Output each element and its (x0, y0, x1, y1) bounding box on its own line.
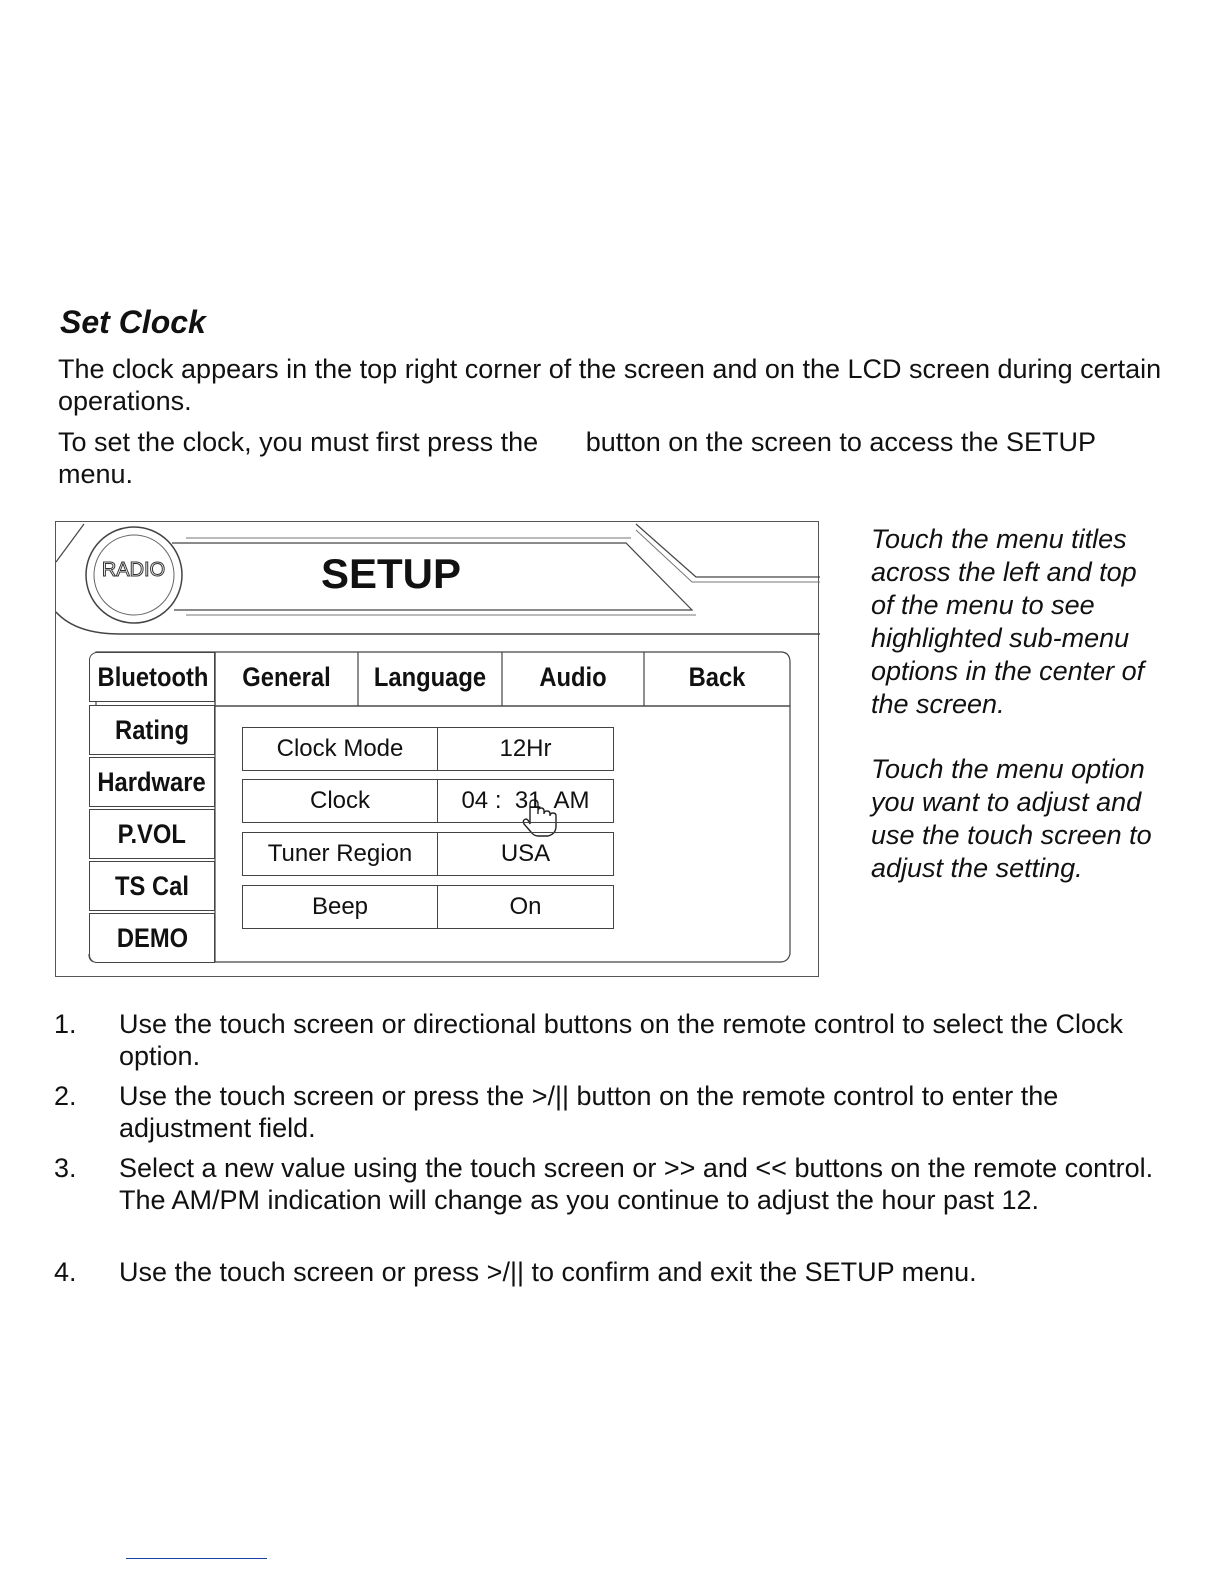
side-item-label: Bluetooth (97, 662, 209, 692)
option-row-clock-mode[interactable] (242, 727, 614, 771)
step-text: Use the touch screen or press the >/|| button on the remote control to enter the adjustment field. (119, 1081, 1059, 1143)
option-row-clock[interactable] (242, 779, 614, 823)
option-row-beep[interactable] (242, 885, 614, 929)
side-item-ts-cal[interactable] (89, 861, 215, 911)
option-label: Beep (243, 886, 438, 928)
tab-back[interactable]: Back (688, 662, 746, 692)
option-value: USA (500, 840, 551, 867)
intro-paragraph: The clock appears in the top right corner of the screen and on the LCD screen during certain operations. (58, 354, 1162, 416)
setup-title: SETUP (320, 550, 462, 597)
side-note-menu-titles: Touch the menu titles across the left and top of the menu to see highlighted sub-menu options in the center of the screen. (871, 524, 1145, 719)
tab-audio[interactable]: Audio (539, 662, 607, 692)
instruction-paragraph (58, 426, 1168, 490)
option-value: 12Hr (499, 735, 552, 762)
radio-logo: RADIO (101, 559, 166, 581)
side-item-pvol[interactable] (89, 809, 215, 859)
side-item-label: P.VOL (117, 819, 187, 849)
option-label: Clock Mode (243, 728, 438, 770)
side-item-demo[interactable] (89, 913, 215, 963)
instruction-text-after: button on the screen to access the SETUP menu. (58, 427, 1096, 489)
option-row-tuner-region[interactable] (242, 832, 614, 876)
step-number: 2. (54, 1081, 77, 1111)
step-number: 3. (54, 1153, 77, 1183)
step-text: Use the touch screen or directional buttons on the remote control to select the Clock option. (119, 1009, 1124, 1071)
side-item-label: Hardware (97, 767, 207, 797)
option-value: On (509, 893, 542, 920)
option-label: Clock (243, 780, 438, 822)
instruction-text-before: To set the clock, you must first press the (58, 427, 539, 457)
step-number: 4. (54, 1257, 77, 1287)
tab-language[interactable]: Language (373, 662, 487, 692)
side-item-rating[interactable] (89, 705, 215, 755)
footer-divider (126, 1558, 267, 1559)
setup-screen-illustration (55, 521, 819, 977)
side-item-label: TS Cal (115, 871, 189, 901)
side-note-adjust: Touch the menu option you want to adjust and use the touch screen to adjust the setting. (871, 754, 1152, 883)
section-heading: Set Clock (60, 304, 206, 340)
side-item-label: Rating (115, 715, 189, 745)
side-item-label: DEMO (116, 923, 188, 953)
step-number: 1. (54, 1009, 77, 1039)
step-text: Select a new value using the touch screen or >> and << buttons on the remote control. The AM/PM indication will change as you continue to adjust the hour past 12. (119, 1153, 1154, 1215)
option-label: Tuner Region (243, 833, 438, 875)
option-value: 04 : 31 AM (461, 787, 590, 814)
side-item-hardware[interactable] (89, 757, 215, 807)
tab-general[interactable]: General (242, 662, 331, 692)
side-item-bluetooth[interactable] (89, 652, 215, 702)
step-text: Use the touch screen or press >/|| to confirm and exit the SETUP menu. (119, 1257, 977, 1287)
